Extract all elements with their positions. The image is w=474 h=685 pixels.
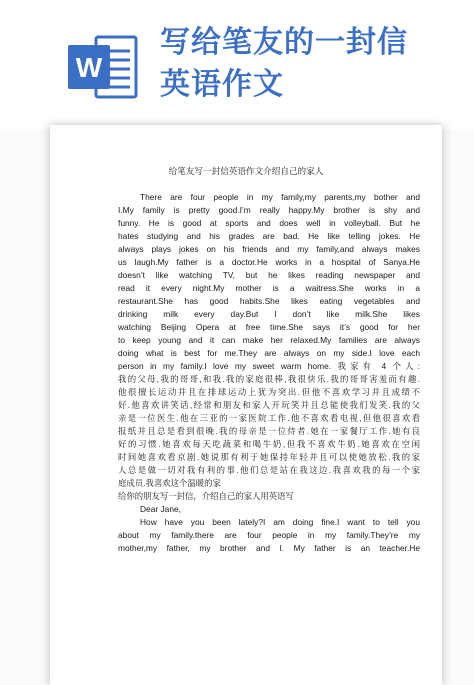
page-title-line-2: 英语作文: [160, 67, 284, 102]
text-line: 我的父母,我的哥哥,和我.我的家庭很棒,我很快乐.我的哥哥害羞而有趣.: [118, 374, 420, 384]
text-line: hates studying and his grades are bad. He like telling jokes. He: [118, 231, 420, 241]
letter-salutation: Dear Jane,: [140, 504, 181, 514]
page-title-line-1: 写给笔友的一封信: [160, 25, 408, 60]
text-line: doesn’t like watching TV, but he likes reading newspaper and: [118, 270, 420, 280]
text-line: 时间她喜欢看京剧.她说那有利于她保持年轻并且可以使她放松.我的家: [118, 452, 420, 462]
text-line: 报纸并且总是看到很晚.我的母亲是一位侍者.她在一家餐厅工作.她有良: [118, 426, 420, 436]
text-line: How have you been lately?I am doing fine.I want to tell you: [140, 517, 420, 527]
document-body: [118, 191, 420, 555]
text-line: 庭成员.我喜欢这个温暖的家: [118, 478, 221, 488]
text-line: doing what is best for me.They are always on my side.I love each: [118, 348, 420, 358]
text-line: read it every night.My mother is a waitress.She works in a: [118, 283, 420, 293]
text-line: always plays jokes on his friends and my family,and always makes: [118, 244, 420, 254]
text-line: to keep young and it can make her relaxed.My families are always: [118, 335, 420, 345]
text-line: us laugh.My father is a doctor.He works in a hospital of Sanya.He: [118, 257, 420, 267]
text-line: funny. He is good at sports and does well in volleyball. But he: [118, 218, 420, 228]
page-title: [160, 22, 460, 106]
document-page: [50, 125, 442, 685]
text-line: mother,my father, my brother and I. My father is an teacher.He: [118, 543, 420, 553]
text-line: 人总是做一切对我有利的事.他们总是站在我这边.我喜欢我的每一个家: [118, 465, 420, 475]
text-line: 他很擅长运动并且在排球运动上犹为突出.但他不喜欢学习并且成绩不: [118, 387, 420, 397]
document-title: 给笔友写一封信英语作文介绍自己的家人: [168, 167, 324, 177]
text-line: about my family.there are four people in my family.They’re my: [118, 530, 420, 540]
text-line: drinking milk every day.But I don’t like milk.She likes: [118, 309, 420, 319]
text-line: restaurant.She has good habits.She likes eating vegetables and: [118, 296, 420, 306]
word-document-icon: [66, 33, 142, 101]
text-line: watching Beijing Opera at free time.She says it’s good for her: [118, 322, 420, 332]
text-line: I.My family is pretty good.I’m really happy.My brother is shy and: [118, 205, 420, 215]
svg-text:W: W: [75, 52, 103, 83]
subheading: 给你的朋友写一封信，介绍自己的家人用英语写: [118, 491, 294, 501]
header-banner: [0, 0, 474, 130]
text-line: 好.他喜欢讲笑话,经常和朋友和家人开玩笑并且总能使我们发笑.我的父: [118, 400, 420, 410]
text-line: 好的习惯.她喜欢每天吃蔬菜和喝牛奶,但我不喜欢牛奶.她喜欢在空闲: [118, 439, 420, 449]
text-line: There are four people in my family,my parents,my bother and: [140, 192, 420, 202]
text-line: person in my family.I love my sweet warm home. 我家有 4 个人:: [118, 361, 420, 371]
text-line: 亲是一位医生.他在三亚的一家医院工作.他不喜欢看电视,但他很喜欢看: [118, 413, 420, 423]
